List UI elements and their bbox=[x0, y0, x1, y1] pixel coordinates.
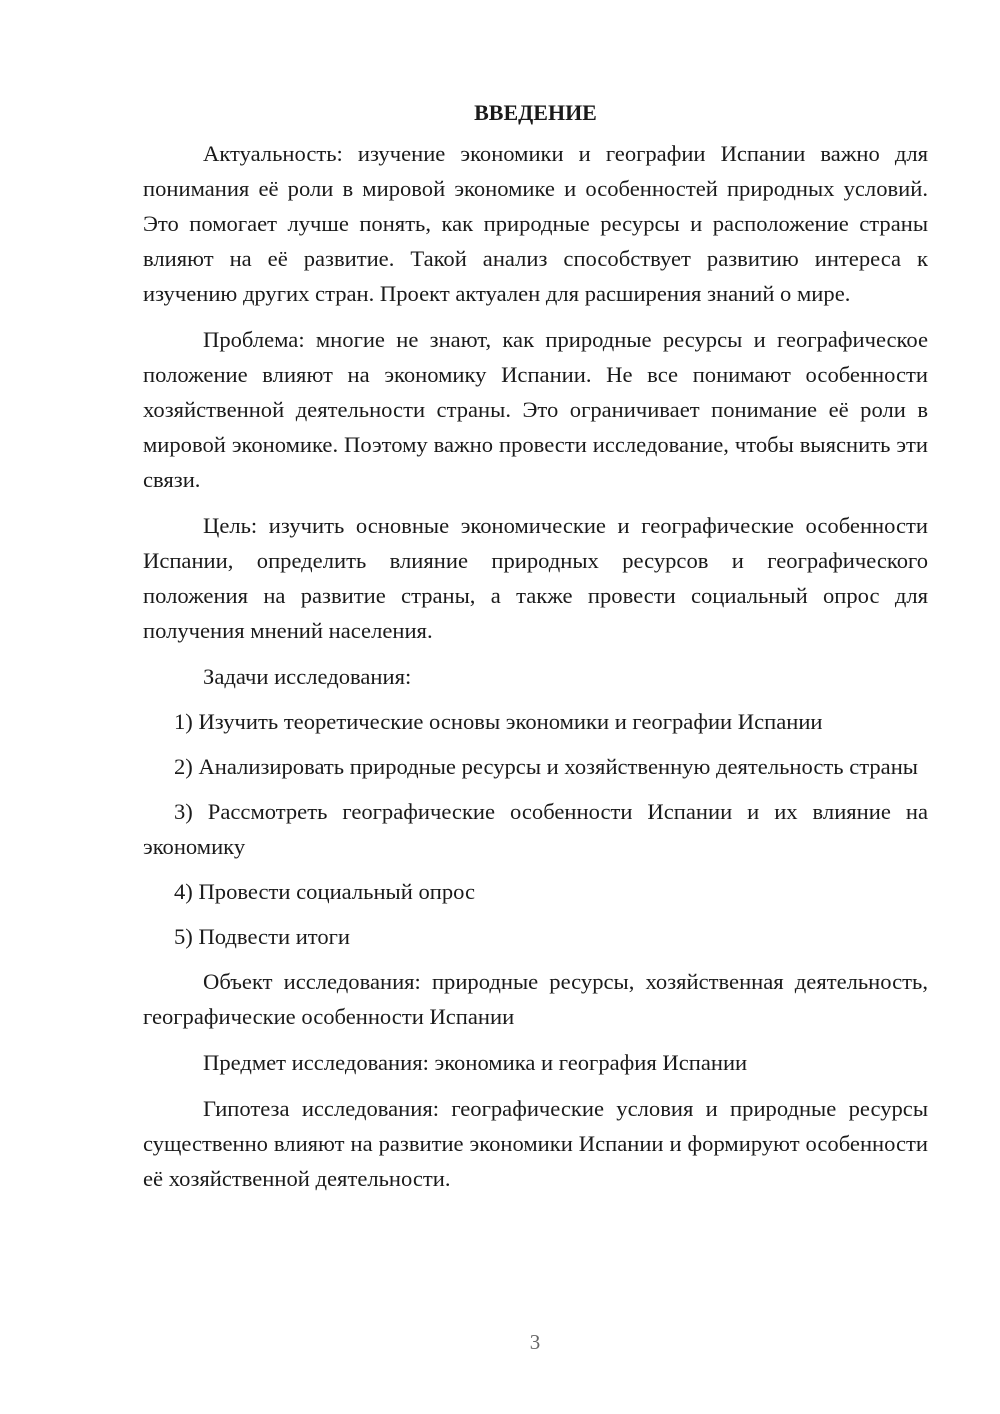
task-item: 4) Провести социальный опрос bbox=[174, 879, 476, 904]
document-page bbox=[143, 96, 928, 1207]
task-item: 3) Рассмотреть географические особенности Испании и их влияние на экономику bbox=[143, 799, 928, 859]
subject-paragraph: Предмет исследования: экономика и география Испании bbox=[203, 1050, 748, 1075]
goal-paragraph: Цель: изучить основные экономические и географические особенности Испании, определить влияние природных ресурсов и географического положения на развитие страны, а также провести социальный опрос для получения мнений населения. bbox=[143, 513, 928, 643]
problem-paragraph: Проблема: многие не знают, как природные ресурсы и географическое положение влияют на экономику Испании. Не все понимают особенности хозяйственной деятельности страны. Это ограничивает понимание её роли в мировой экономике. Поэтому важно провести исследование, чтобы выяснить эти связи. bbox=[143, 327, 928, 492]
task-item: 1) Изучить теоретические основы экономики и географии Испании bbox=[174, 709, 823, 734]
object-paragraph: Объект исследования: природные ресурсы, хозяйственная деятельность, географические особенности Испании bbox=[143, 969, 928, 1029]
page-number: 3 bbox=[529, 1330, 541, 1354]
tasks-label: Задачи исследования: bbox=[203, 664, 412, 689]
hypothesis-paragraph: Гипотеза исследования: географические условия и природные ресурсы существенно влияют на развитие экономики Испании и формируют особенности её хозяйственной деятельности. bbox=[143, 1096, 928, 1191]
task-item: 2) Анализировать природные ресурсы и хозяйственную деятельность страны bbox=[174, 754, 918, 779]
task-item: 5) Подвести итоги bbox=[174, 924, 351, 949]
page-title: ВВЕДЕНИЕ bbox=[474, 100, 597, 125]
relevance-paragraph: Актуальность: изучение экономики и географии Испании важно для понимания её роли в мировой экономике и особенностей природных условий. Это помогает лучше понять, как природные ресурсы и расположение страны влияют на её развитие. Такой анализ способствует развитию интереса к изучению других стран. Проект актуален для расширения знаний о мире. bbox=[143, 141, 928, 306]
